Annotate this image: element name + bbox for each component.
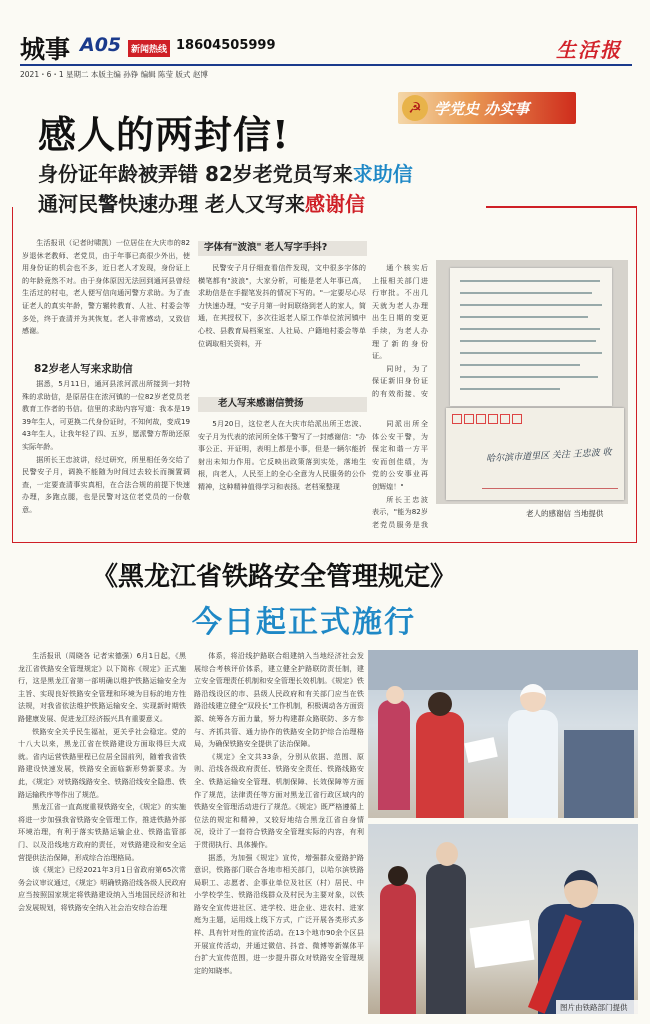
masthead-rule: [20, 64, 632, 66]
subheadline-1-accent: 求助信: [352, 162, 413, 186]
story1-wave-text: 民警安子月仔细查看信件发现，文中很多字体的横笔都有"波浪"，大家分析，可能是老人年事已高，求助信是在手握笔发抖的情况下写的。"一定要尽心尽力快速办理，"安子月第一时间联络到老人的家人，简通，在其授权下，多次往返老人原工作单位浓河镇中心校、县教育局档案室、人社局、户籍地村委会等单位调取相关资料，开: [198, 263, 366, 348]
rail-headline: 《黑龙江省铁路安全管理规定》: [92, 562, 457, 592]
letter-photo: [436, 260, 628, 504]
story1-frame-top: [486, 206, 637, 208]
hotline-number: 18604505999: [176, 38, 276, 53]
story1-col3-bottom: 同派出所全体公安干警，为保定和谐一方平安而创佳绩，为党的公安事业再创辉煌！" 所长王忠波表示，"能为82岁老党员服务是我: [372, 419, 428, 529]
envelope-handwriting: 哈尔滨市道里区 关注 王忠波 收: [485, 447, 612, 465]
subheadline-2-accent: 感谢信: [304, 192, 365, 216]
letter-photo-caption: 老人的感谢信 当地提供: [526, 509, 604, 518]
section-heading-help: 82岁老人写来求助信: [34, 363, 133, 375]
date-line: 2021・6・1 星期二 本版主编 孙铮 编辑 陈莹 版式 赵博: [20, 70, 208, 79]
subheadline-1-main: 身份证年龄被弄错 82岁老党员写来: [38, 162, 353, 186]
hotline-label: 新闻热线: [128, 40, 170, 57]
paper-logo: 生活报: [556, 38, 622, 62]
section-name: 城事: [20, 35, 71, 64]
letter-paper: [450, 268, 612, 406]
envelope: [446, 408, 624, 500]
story1-help-text: 据悉，5月11日，通河县浓河派出所接到一封特殊的求助信，是原居住在浓河镇的一位82岁老党员老教育工作者的书信。信里的求助内容写道：我本是1939年生人，可更换二代身份证时，不知何故，变成1943年生人，让我年轻了四、五岁，愿派警方帮助还原实际年龄。 据所长王忠波讲，经过研究，所里相任务交给了民警安子月，调换不能随为时间过去较长而搁置调查，一定要查清事实真相，在合法合规的前提下快速办理，多跑点腿，也是民警对这位老党员的一份敬意。: [22, 379, 190, 514]
rail-col2: 体系，将沿线护路联合组建纳入当地经济社会发展综合考核评价体系，建立健全护路联防责任制，建立安全管理责任机制和安全管理长效机制。《规定》铁路沿线设区的市、县级人民政府和有关部门应当在铁路沿线建立健全"双段长"工作机制，积极调动各方面资源、统筹各方面力量，努力构建群众路联防、多方参与、齐抓共管、通力协作的铁路安全防护综合治理格局，为确保铁路安全提供了法治保障。 《规定》全文共33条，分别从依据、范围、原则、沿线各级政府责任、铁路安全责任、铁路线路安全、铁路运输安全管理、机制保障、长效保障等方面作了规范，法律责任等方面对黑龙江省行政区域内的铁路安全管理活动进行了规范。《规定》既严格遵循上位法的规定和精神，又较好地结合黑龙江省自身情况，设计了一套符合铁路安全管理实际的内容，有利于贯彻执行、具体操作。 据悉，为加强《规定》宣传，增强群众爱路护路意识，铁路部门联合各地市相关部门，以哈尔滨铁路局职工、志愿者、企事业单位及社区（村）居民、中小学校学生、铁路沿线群众及村民为主要对象，以铁路安全宣传进社区、进学校、进企业、进农村、进家庭为主题，运用线上线下方式，广泛开展各类形式多样、具有针对性的宣传活动。在13个地市90余个区县开展宣传活动，并通过微信、抖音、微博等新媒体平台扩大宣传范围，进一步提升群众对铁路安全管理规定的知晓率。: [194, 651, 364, 975]
rail-col1: 生活报讯（周晓各 记者宋德强）6月1日起，《黑龙江省铁路安全管理规定》以下简称《规定》正式施行，这是黑龙江省第一部明确以维护铁路运输安全为主旨、实现良好铁路安全管理和环境为目标的地方性法规，对我省依法维护铁路运输安全、实现新时期铁路健康发展、促进龙江经济振兴具有重要意义。 铁路安全关乎民生福祉，更关乎社会稳定。党的十八大以来，黑龙江省在铁路建设方面取得巨大成就。省内运营铁路里程已位居全国前列，随着我省铁路建设快速发展，铁路安全面临新形势新要求。为此，《规定》对铁路线路安全、铁路沿线安全隐患、铁路运输秩序等作出了规范。 黑龙江省一直高度重视铁路安全，《规定》的实施将进一步加强我省铁路安全管理工作，推进铁路外部环境治理，有利于落实铁路运输企业、铁路监管部门、以及沿线地方政府的责任，对铁路建设和安全运营提供法治保障，形成综合治理格局。 该《规定》已经2021年3月1日省政府第65次常务会议审议通过，《规定》明确铁路沿线各级人民政府应当按照国家规定将铁路建设纳入当地国民经济和社会发展规划，将铁路安全纳入社会治安综合治理: [18, 651, 186, 912]
section-heading-wave: 字体有"波浪" 老人写字手抖?: [204, 242, 328, 253]
story1-col3-top: 通个核实后上报相关部门进行审批。不出几天就为老人办理出生日期的变更手续，为老人办理了新的身份证。 同时，为了保证新旧身份证的有效衔接，安: [372, 263, 428, 397]
banner-text: 学党史 办实事: [434, 100, 530, 118]
rail-photo-conductor: [368, 824, 638, 1014]
headline: 感人的两封信!: [38, 112, 290, 157]
subheadline-2-main: 通河民警快速办理 老人又写来: [38, 192, 305, 216]
section-heading-thanks: 老人写来感谢信赞扬: [218, 398, 304, 409]
story1-intro: 生活报讯（记者时啸凯）一位居住在大庆市的82岁退休老教师、老党员，由于年事已高很少外出，使用身份证的机会也不多，近日老人才发现，身份证上的年龄竟然不对。由于身体原因无法回到通河县曾经生活过的村屯，老人便写信向通河警方求助。为了查证老人的真实年龄，警方辗转教育、人社、村委会等多处，终于查清并为其恢复。老人非常感动，又致信感谢。: [22, 238, 190, 336]
masthead: [0, 0, 650, 80]
party-emblem-icon: ☭: [402, 95, 428, 121]
theme-banner: [398, 92, 576, 124]
subheadline-1: [38, 158, 413, 187]
rail-subheadline: 今日起正式施行: [192, 605, 416, 640]
rail-photo-volunteers: [368, 650, 638, 818]
rail-photo-caption: 图片由铁路部门提供: [560, 1003, 628, 1012]
story1-thanks-text: 5月20日，这位老人在大庆市给派出所王忠波、安子月为代表的浓河所全体干警写了一封感谢信："办事公正、开证明，表明上都是小事，但是一辆尔能折射出未知力作用。它反映出政策落到实处，落地生根，向老人，人民至上的全心全意为人民服务的公仆精神，这种精神值得学习和表扬。老档案整现: [198, 419, 366, 491]
page-code: A05: [80, 34, 122, 56]
